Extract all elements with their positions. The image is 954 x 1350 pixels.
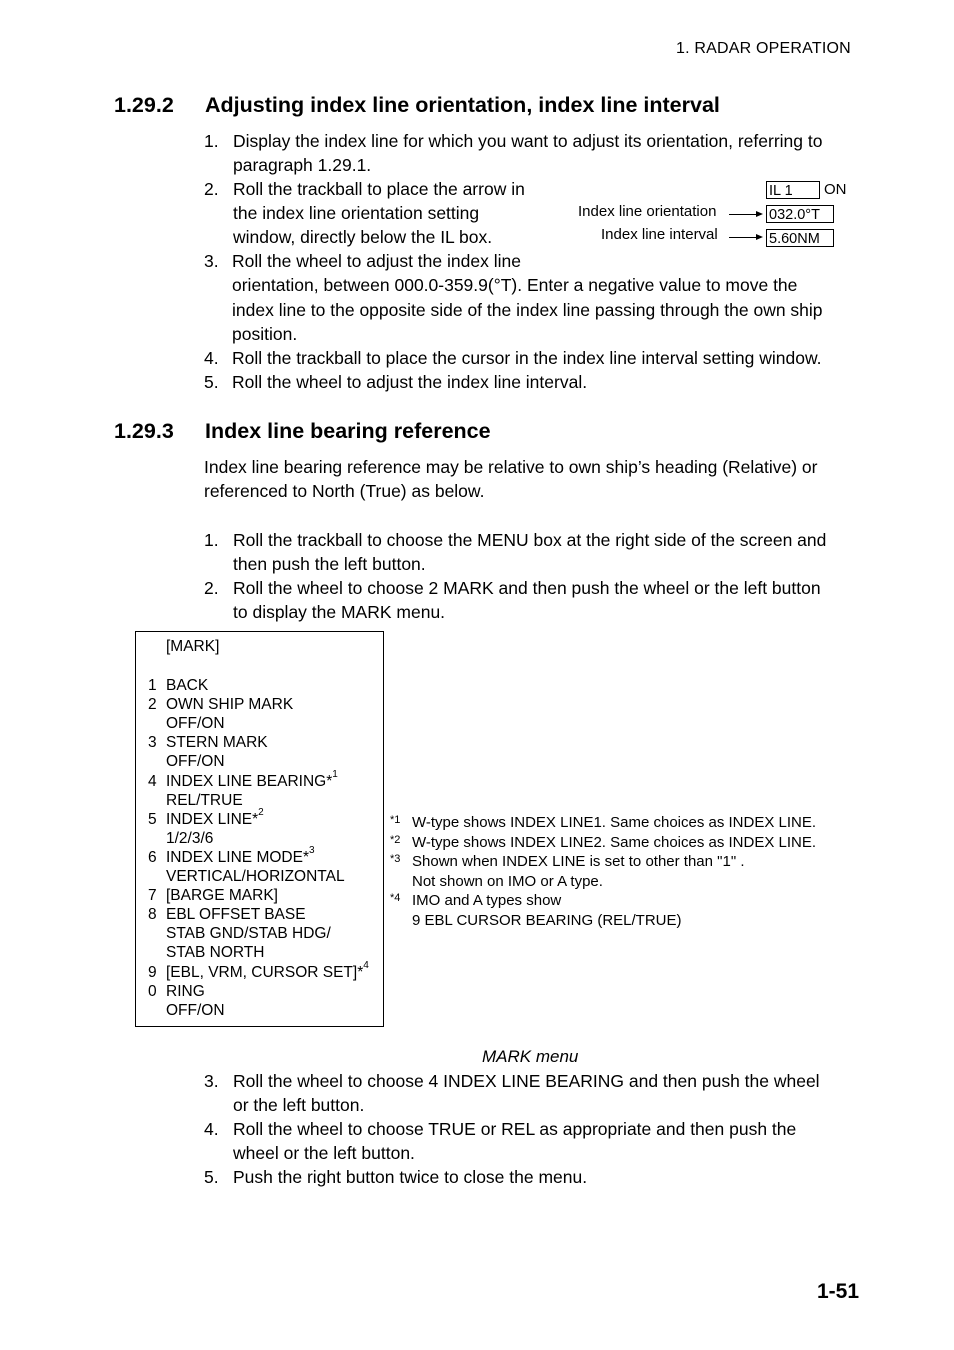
menu-item-label: EBL OFFSET BASE <box>166 906 306 924</box>
step-text: Display the index line for which you want to adjust its orientation, referring to <box>233 131 823 151</box>
section-number: 1.29.2 <box>114 93 174 117</box>
interval-label: Index line interval <box>601 226 718 243</box>
step-text: Roll the wheel to choose 4 INDEX LINE BEARING and then push the wheel <box>233 1071 820 1091</box>
footnote-ref: 1 <box>332 768 338 780</box>
menu-item-label: INDEX LINE BEARING* <box>166 772 333 790</box>
menu-title-text: [MARK] <box>166 638 220 655</box>
step-number: 5. <box>204 1167 219 1187</box>
menu-item-number: 7 <box>148 887 157 905</box>
menu-item-label: REL/TRUE <box>166 791 243 809</box>
intro-paragraph <box>204 455 818 503</box>
footnote-text: W-type shows INDEX LINE2. Same choices as INDEX LINE. <box>412 833 817 851</box>
orientation-arrow-icon <box>729 214 761 215</box>
menu-item-label: [BARGE MARK] <box>166 887 278 905</box>
step-text: index line to the opposite side of the index line passing through the own ship <box>232 300 823 320</box>
step-number: 2. <box>204 578 219 598</box>
step-text: window, directly below the IL box. <box>233 227 493 247</box>
menu-item-label: OFF/ON <box>166 753 225 771</box>
section-number: 1.29.3 <box>114 419 174 443</box>
menu-item-label: STAB NORTH <box>166 944 265 962</box>
step-text: or the left button. <box>233 1095 365 1115</box>
footnote-mark: *2 <box>390 833 401 846</box>
step-text: Roll the trackball to choose the MENU box at the right side of the screen and <box>233 530 827 550</box>
menu-item-number: 2 <box>148 696 157 714</box>
figure-caption: MARK menu <box>482 1047 579 1066</box>
menu-item-number: 3 <box>148 734 157 752</box>
menu-item-label: OFF/ON <box>166 715 225 733</box>
step-text: Roll the trackball to place the cursor in the index line interval setting window. <box>232 348 822 368</box>
footnote-ref: 2 <box>258 806 264 818</box>
menu-item-number: 9 <box>148 963 157 981</box>
step-text: Roll the wheel to choose TRUE or REL as appropriate and then push the <box>233 1119 797 1139</box>
menu-item-label: STAB GND/STAB HDG/ <box>166 925 331 943</box>
step-text: Push the right button twice to close the menu. <box>233 1167 588 1187</box>
step-number: 2. <box>204 179 219 199</box>
mark-menu-box <box>135 631 384 1027</box>
section-title: Adjusting index line orientation, index line interval <box>205 93 720 117</box>
menu-item-label: STERN MARK <box>166 734 268 752</box>
step-text: Roll the wheel to choose 2 MARK and then push the wheel or the left button <box>233 578 821 598</box>
il-state: ON <box>824 181 847 198</box>
step-number: 5. <box>204 372 219 392</box>
interval-arrow-icon <box>729 237 761 238</box>
menu-item-number: 1 <box>148 677 157 694</box>
footnote-ref: 4 <box>363 959 369 971</box>
step-text: orientation, between 000.0-359.9(°T). Enter a negative value to move the <box>232 275 798 295</box>
footnote-text: Not shown on IMO or A type. <box>412 872 603 890</box>
footnote-text: IMO and A types show <box>412 892 562 909</box>
step-text: Roll the trackball to place the arrow in <box>233 179 525 199</box>
step-text: Roll the wheel to adjust the index line <box>232 251 521 271</box>
running-header: 1. RADAR OPERATION <box>676 40 851 57</box>
intro-line: Index line bearing reference may be relative to own ship’s heading (Relative) or <box>204 457 818 477</box>
step-text: Roll the wheel to adjust the index line interval. <box>232 372 588 392</box>
step-number: 4. <box>204 1119 219 1139</box>
section-heading-1-29-2 <box>114 93 814 119</box>
menu-item-label: 1/2/3/6 <box>166 829 214 847</box>
step-text: paragraph 1.29.1. <box>233 155 372 175</box>
menu-item-label: VERTICAL/HORIZONTAL <box>166 868 345 885</box>
step-number: 3. <box>204 251 219 271</box>
orientation-label: Index line orientation <box>578 203 717 220</box>
step-text: wheel or the left button. <box>233 1143 415 1163</box>
footnote-mark: *4 <box>390 892 401 904</box>
footnote-mark: *3 <box>390 853 401 865</box>
menu-item-label: INDEX LINE MODE* <box>166 848 309 866</box>
intro-line: referenced to North (True) as below. <box>204 481 485 501</box>
menu-item-label: [EBL, VRM, CURSOR SET]* <box>166 963 364 981</box>
footnote-text: W-type shows INDEX LINE1. Same choices as INDEX LINE. <box>412 814 817 831</box>
page-number: 1-51 <box>817 1280 860 1303</box>
footnote-text: Shown when INDEX LINE is set to other than "1" . <box>412 853 745 870</box>
section-heading-1-29-3 <box>114 419 814 445</box>
orientation-value-box: 032.0°T <box>766 205 834 223</box>
il-box: IL 1 <box>766 181 820 199</box>
menu-item-label: OWN SHIP MARK <box>166 696 294 714</box>
section-title: Index line bearing reference <box>205 419 491 443</box>
menu-item-number: 5 <box>148 810 157 828</box>
step-text: to display the MARK menu. <box>233 602 446 622</box>
menu-item-label: OFF/ON <box>166 1001 225 1019</box>
menu-item-number: 8 <box>148 906 157 924</box>
menu-item-number: 0 <box>148 982 157 1000</box>
step-text: the index line orientation setting <box>233 203 480 223</box>
footnote-text: 9 EBL CURSOR BEARING (REL/TRUE) <box>412 911 682 929</box>
footnote-mark: *1 <box>390 814 401 826</box>
step-number: 4. <box>204 348 219 368</box>
step-number: 1. <box>204 530 219 550</box>
step-number: 1. <box>204 131 219 151</box>
menu-item-label: BACK <box>166 677 209 694</box>
step-text: then push the left button. <box>233 554 426 574</box>
footnote-ref: 3 <box>308 844 315 856</box>
menu-item-number: 6 <box>148 848 157 866</box>
index-line-figure <box>560 178 860 252</box>
step-text: position. <box>232 324 298 344</box>
menu-item-label: INDEX LINE* <box>166 810 259 828</box>
menu-item-number: 4 <box>148 772 157 790</box>
interval-value-box: 5.60NM <box>766 229 834 247</box>
menu-item-label: RING <box>166 982 205 1000</box>
step-number: 3. <box>204 1071 219 1091</box>
